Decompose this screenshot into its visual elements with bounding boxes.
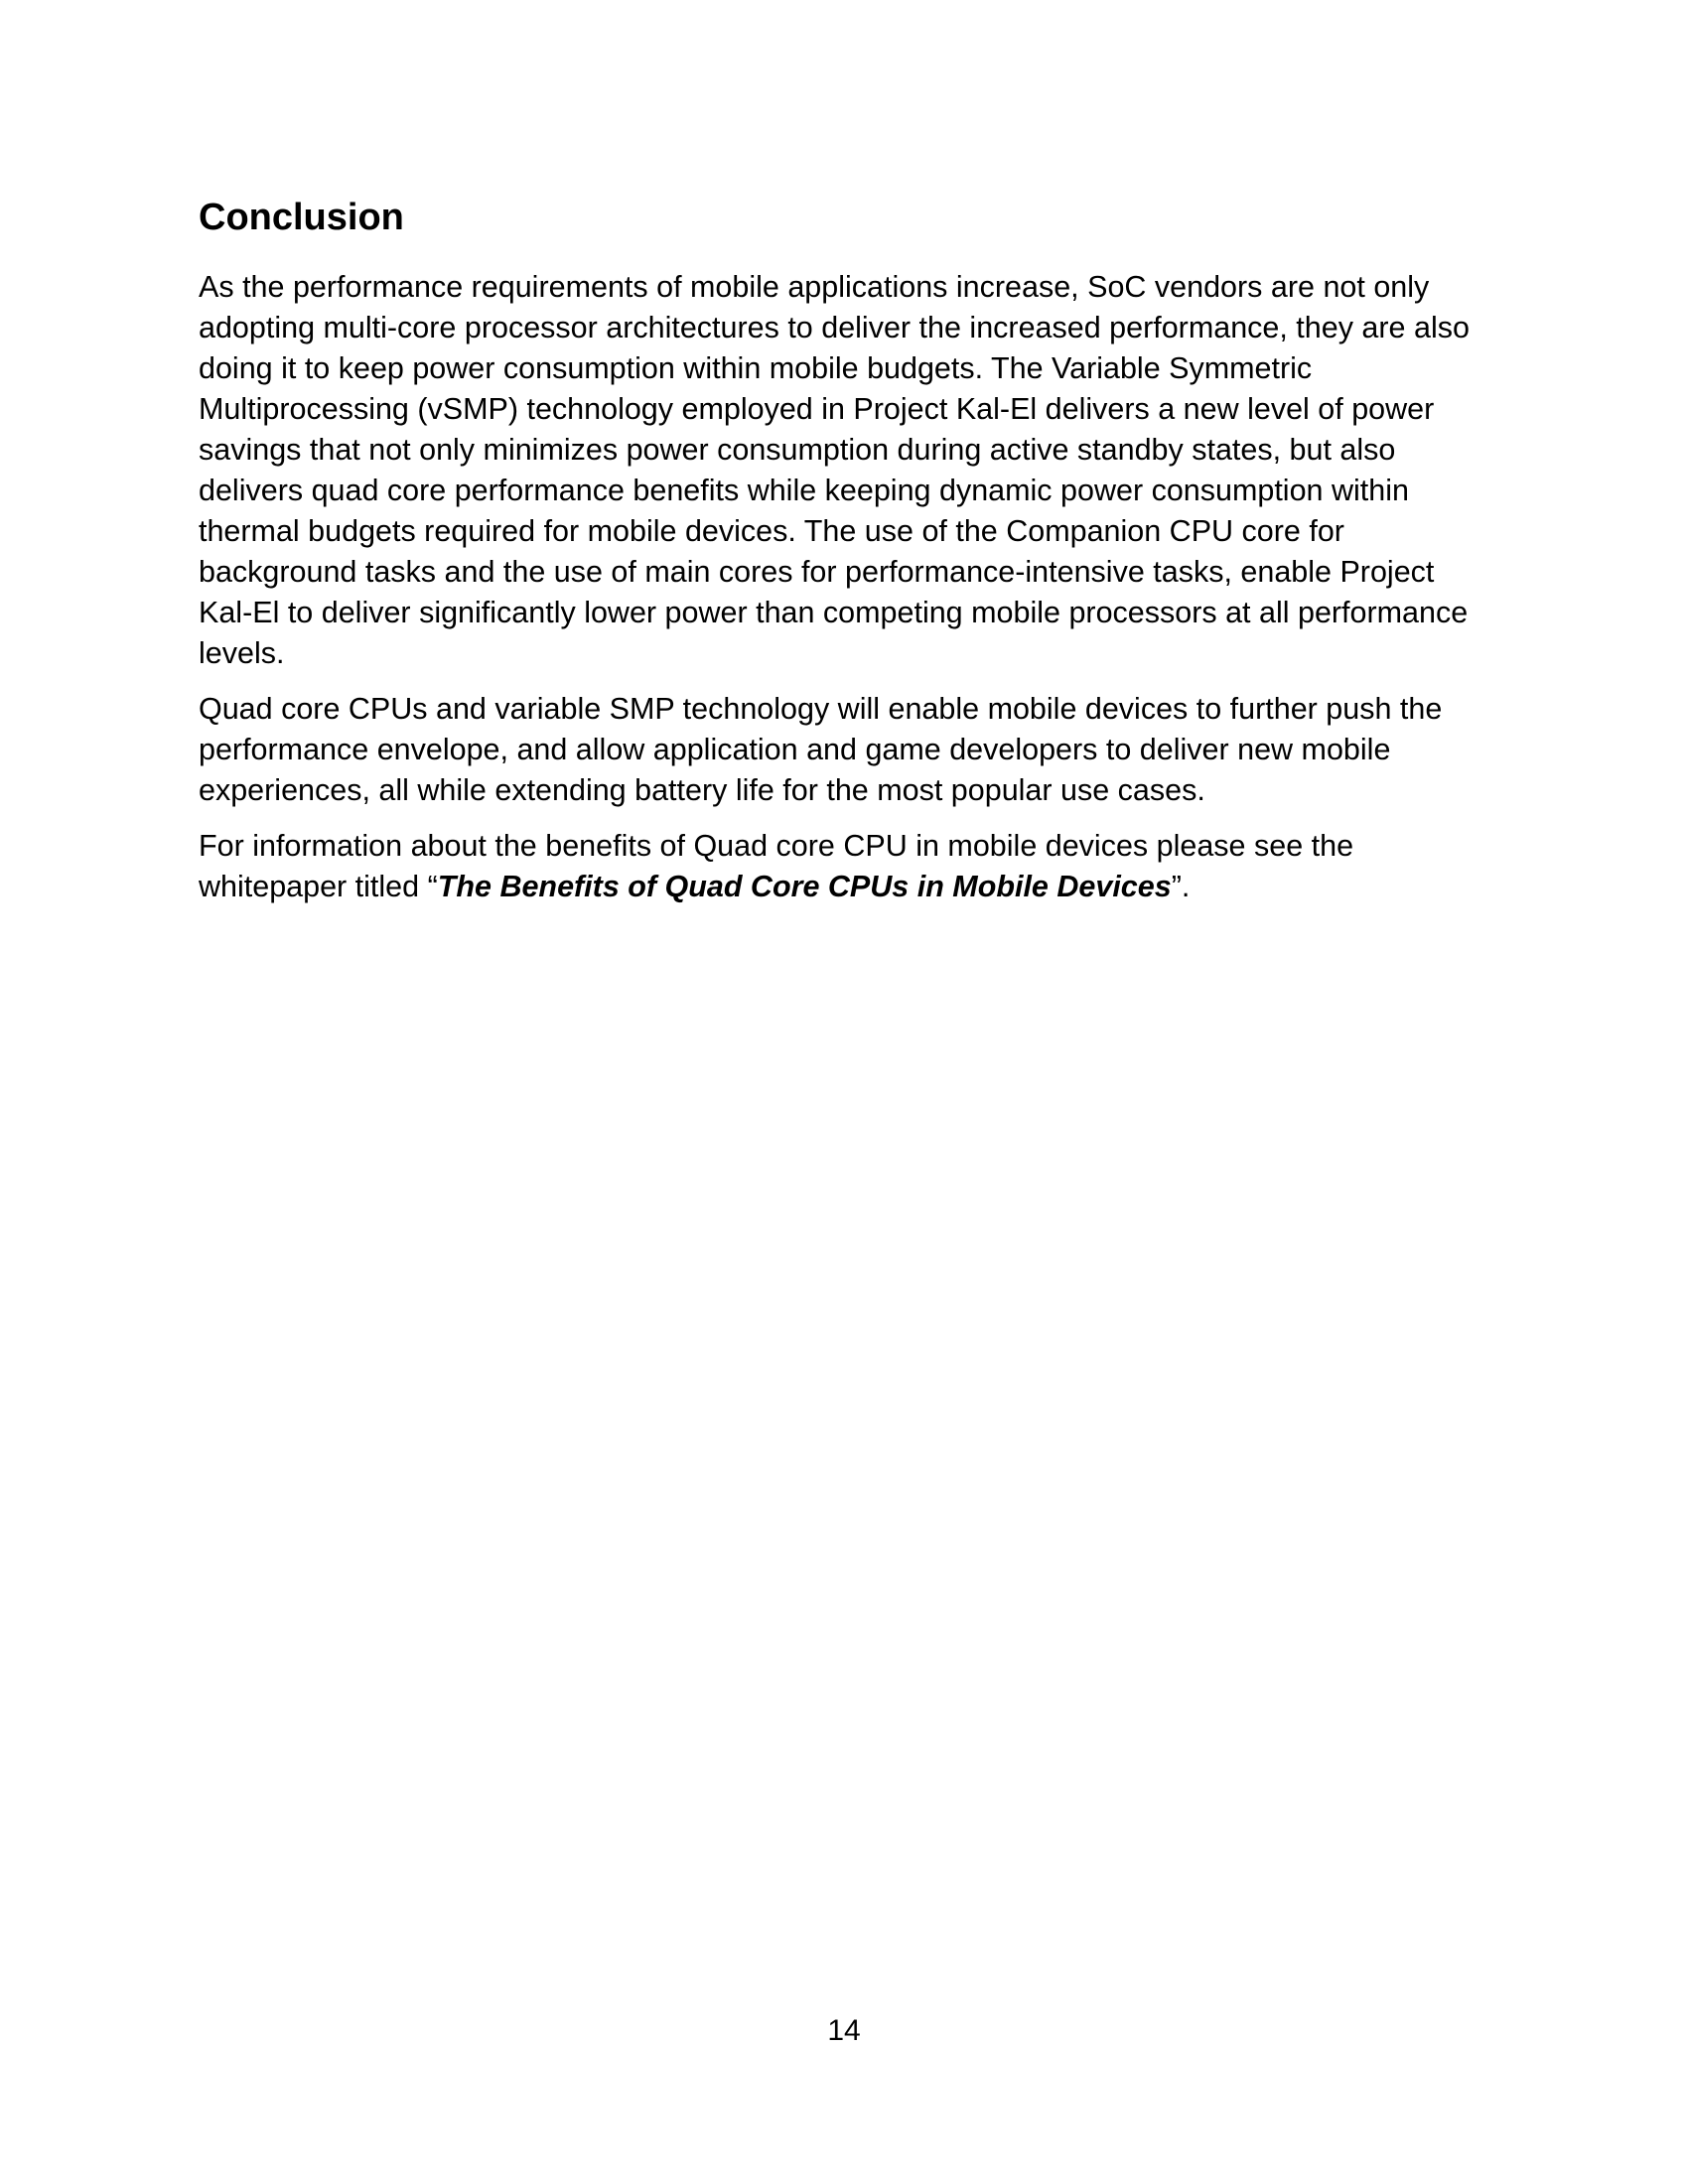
- page-content: [199, 195, 1491, 922]
- paragraph-conclusion-3: [199, 826, 1491, 907]
- page-number: 14: [827, 2014, 861, 2047]
- page-footer: [0, 2013, 1688, 2049]
- whitepaper-title-reference: The Benefits of Quad Core CPUs in Mobile Devices: [437, 870, 1172, 903]
- paragraph-conclusion-2: Quad core CPUs and variable SMP technology will enable mobile devices to further push the performance envelope, and allow application and game developers to deliver new mobile experiences, all while extending battery life for the most popular use cases.: [199, 692, 1443, 807]
- section-heading: Conclusion: [199, 197, 404, 238]
- paragraph-conclusion-1: As the performance requirements of mobile applications increase, SoC vendors are not only adopting multi-core processor architectures to deliver the increased performance, they are also doing it to keep power consumption within mobile budgets. The Variable Symmetric Multiprocessing (vSMP) technology employed in Project Kal-El delivers a new level of power savings that not only minimizes power consumption during active standby states, but also delivers quad core performance benefits while keeping dynamic power consumption within thermal budgets required for mobile devices. The use of the Companion CPU core for background tasks and the use of main cores for performance-intensive tasks, enable Project Kal-El to deliver significantly lower power than competing mobile processors at all performance levels.: [199, 270, 1470, 670]
- closing-text-suffix: ”.: [1171, 870, 1191, 903]
- closing-text-prefix: For information about the benefits of Quad core CPU in mobile devices please see the whitepaper titled “: [199, 829, 1354, 903]
